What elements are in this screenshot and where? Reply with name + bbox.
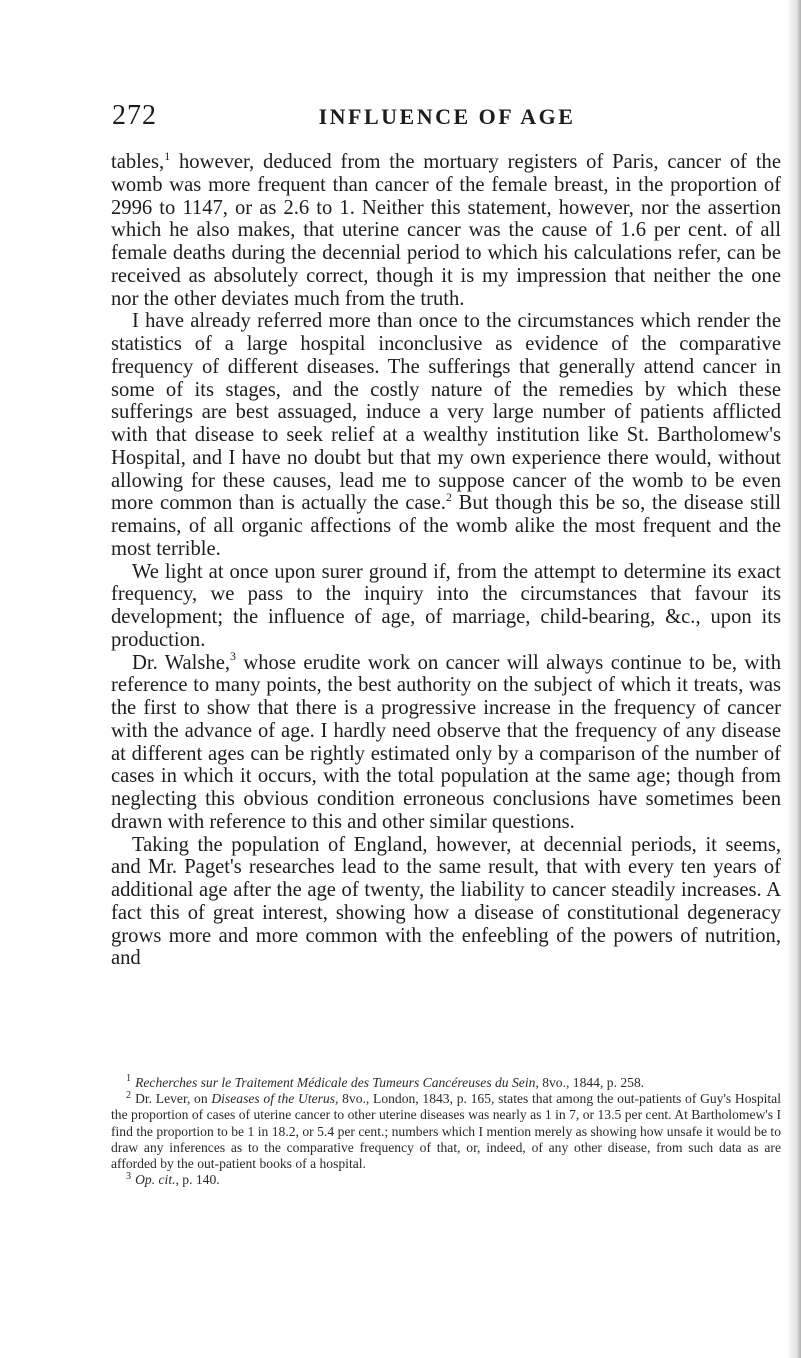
text-run: We light at once upon surer ground if, from the attempt to determine its exact frequency, we pass to the inquiry into the circumstances that favour its development; the influence of age, of marriage, child-bearing, &c., upon its production. <box>111 560 781 651</box>
paragraph <box>111 148 781 310</box>
text-run: tables, <box>111 151 165 173</box>
text-run: Taking the population of England, however, at decennial periods, it seems, and Mr. Paget's researches lead to the same result, that with every ten years of additional age after the age of twenty, the liability to cancer steadily increases. A fact this of great interest, showing how a disease of constitutional degeneracy grows more and more common with the enfeebling of the powers of nutrition, and <box>111 833 781 970</box>
footnote-marker: 1 <box>126 1073 132 1085</box>
footnote-reference: 1 <box>164 148 171 163</box>
footnote-reference: 2 <box>445 489 452 504</box>
paragraph <box>111 561 781 652</box>
page-edge-shadow <box>787 0 801 1358</box>
footnote <box>111 1075 781 1091</box>
paragraph <box>111 834 781 971</box>
body-text <box>111 148 781 970</box>
running-head: INFLUENCE OF AGE <box>318 104 576 129</box>
text-run: But though this be so, the disease still remains, of all organic affections of the womb alike the most frequent and the most terrible. <box>111 492 781 560</box>
page-header <box>112 100 782 140</box>
footnote-marker: 2 <box>126 1089 132 1101</box>
paragraph <box>111 310 781 560</box>
text-run: however, deduced from the mortuary registers of Paris, cancer of the womb was more frequent than cancer of the female breast, in the proportion of 2996 to 1147, or as 2.6 to 1. Neither this statement, however, nor the assertion which he also makes, that uterine cancer was the cause of 1.6 per cent. of all female deaths during the decennial period to which his calculations refer, can be received as absolutely correct, though it is my impression that neither the one nor the other deviates much from the truth. <box>111 151 781 310</box>
text-run: whose erudite work on cancer will always continue to be, with reference to many points, the best authority on the subject of which it treats, was the first to show that there is a progressive increase in the frequency of cancer with the advance of age. I hardly need observe that the frequency of any disease at different ages can be rightly estimated only by a comparison of the number of cases in which it occurs, with the total population at the same age; though from neglecting this obvious condition erroneous conclusions have sometimes been drawn with reference to this and other similar questions. <box>111 651 781 833</box>
footnotes <box>111 1075 781 1188</box>
text-run: I have already referred more than once to the circumstances which render the statistics of a large hospital inconclusive as evidence of the comparative frequency of different diseases. The sufferings that generally attend cancer in some of its stages, and the costly nature of the remedies by which these sufferings are best assuaged, induce a very large number of patients afflicted with that disease to seek relief at a wealthy institution like St. Bartholomew's Hospital, and I have no doubt but that my own experience there would, without allowing for these causes, lead me to suppose cancer of the womb to be even more common than is actually the case. <box>111 310 781 515</box>
italic-text: Op. cit., <box>135 1172 179 1188</box>
text-run: Dr. Walshe, <box>132 651 231 674</box>
text-run: p. 140. <box>178 1172 220 1188</box>
italic-text: Recherches sur le Traitement Médicale des Tumeurs Cancéreuses du Sein, <box>135 1075 539 1090</box>
text-run: 8vo., 1844, p. 258. <box>538 1075 645 1090</box>
footnote-marker: 3 <box>126 1170 132 1182</box>
footnote-reference: 3 <box>230 649 236 664</box>
text-run: Dr. Lever, on <box>135 1091 212 1107</box>
text-run: 8vo., London, 1843, p. 165, states that among the out-patients of Guy's Hospital the proportion of cases of uterine cancer to other uterine diseases was nearly as 1 in 7, or 13.5 per cent. At Bartholomew's I find the proportion to be 1 in 18.2, or 5.4 per cent.; numbers which I mention merely as showing how unsafe it would be to draw any inferences as to the comparative frequency of that, or, indeed, of any other disease, from such data as are afforded by the out-patient books of a hospital. <box>111 1091 781 1172</box>
italic-text: Diseases of the Uterus, <box>211 1091 339 1107</box>
page-number: 272 <box>112 100 157 131</box>
paragraph <box>111 649 781 834</box>
footnote <box>111 1091 781 1172</box>
footnote <box>111 1172 781 1188</box>
